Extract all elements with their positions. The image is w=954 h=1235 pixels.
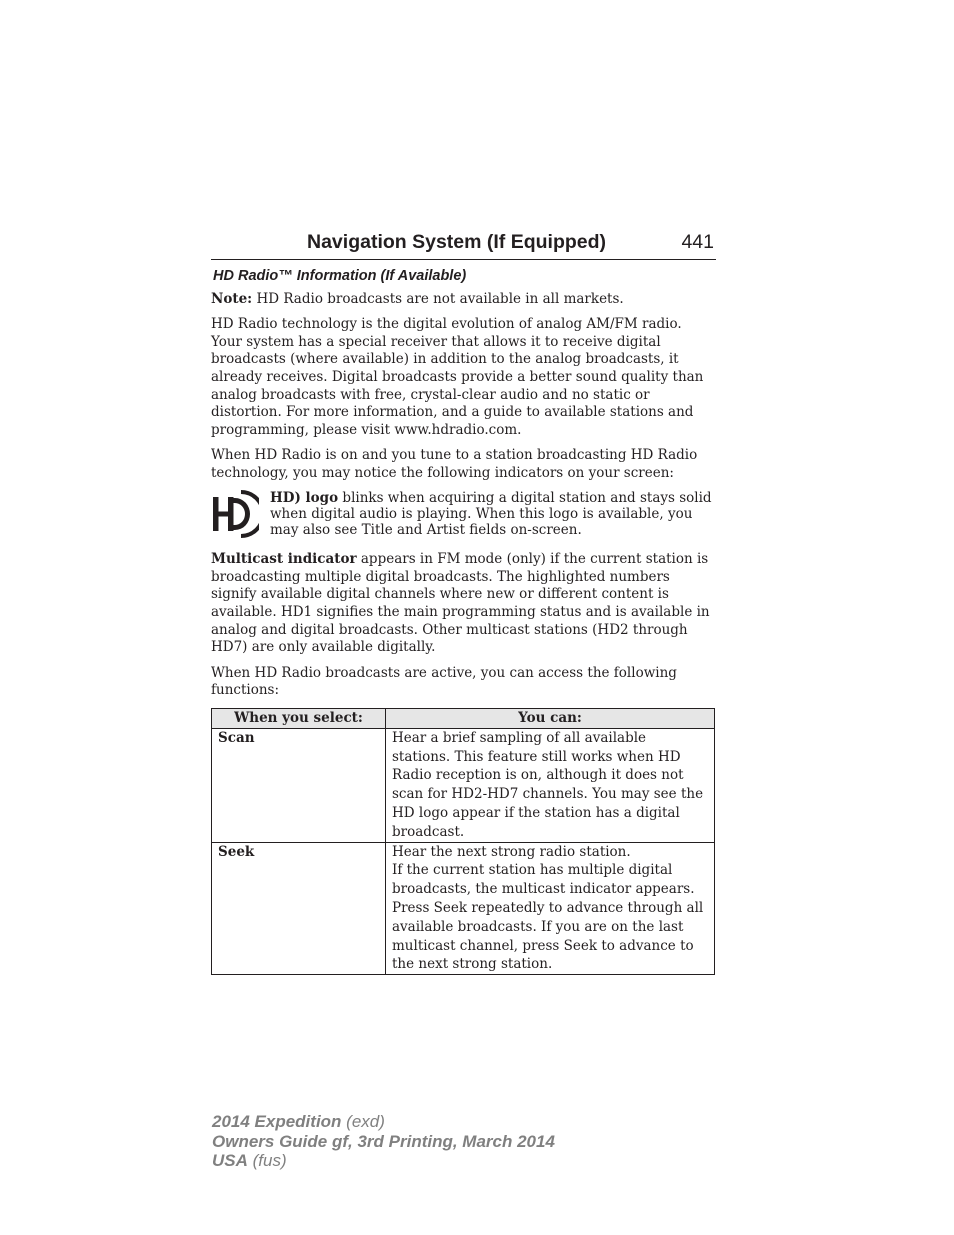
footer-market: USA — [212, 1151, 248, 1170]
intro-paragraph: HD Radio technology is the digital evolution of analog AM/FM radio. Your system has a special receiver that allows it to receive digital broadcasts (where available) in addition to the analog broadcasts, it already receives. Digital broadcasts provide a better sound quality than analog broadcasts with free, crystal-clear audio and no static or distortion. For more information, and a guide to available stations and programming, please visit www.hdradio.com. — [211, 316, 704, 438]
table-cell-action — [386, 842, 715, 975]
page-header — [211, 229, 716, 260]
hd-logo-label: HD) logo — [270, 489, 339, 506]
table-cell-select: Scan — [212, 728, 386, 842]
table-cell-action — [386, 728, 715, 842]
hd-logo-description — [270, 490, 716, 544]
table-header-row — [212, 708, 715, 728]
hd-logo-text: blinks when acquiring a digital station and stays solid when digital audio is playing. When this logo is available, you may also see Title and Artist fields on-screen. — [270, 489, 712, 538]
note-paragraph — [211, 291, 716, 309]
indicators-paragraph: When HD Radio is on and you tune to a station broadcasting HD Radio technology, you may notice the following indicators on your screen: — [211, 447, 698, 481]
table-header-action: You can: — [386, 708, 715, 728]
footer-market-code: (fus) — [247, 1151, 287, 1170]
functions-paragraph: When HD Radio broadcasts are active, you can access the following functions: — [211, 664, 677, 699]
table-header-select: When you select: — [212, 708, 386, 728]
section-heading: HD Radio™ Information (If Available) — [213, 268, 467, 284]
table-cell-line: Hear a brief sampling of all available stations. This feature still works when HD Radio reception is on, although it does not scan for HD2-HD7 channels. You may see the HD logo appear if the station has a digital broadcast. — [392, 729, 704, 840]
multicast-text: appears in FM mode (only) if the current station is broadcasting multiple digital broadcasts. The highlighted numbers signify available digital channels where new or different content is available. HD1 signifies the main programming status and is available in analog and digital broadcasts. Other multicast stations (HD2 through HD7) are only available digitally. — [211, 551, 710, 656]
footer-model-code: (exd) — [341, 1112, 385, 1131]
page-content — [211, 268, 716, 975]
note-label: Note: — [211, 290, 253, 307]
table-cell-select: Seek — [212, 842, 386, 975]
page-title: Navigation System (If Equipped) — [307, 231, 607, 253]
footer-model: 2014 Expedition — [212, 1112, 342, 1131]
note-text: HD Radio broadcasts are not available in all markets. — [252, 290, 624, 307]
footer-line-2: Owners Guide gf, 3rd Printing, March 2014 — [212, 1131, 555, 1151]
table-cell-line: If the current station has multiple digital broadcasts, the multicast indicator appears. Press Seek repeatedly to advance through all available broadcasts. If you are on the last multicast channel, press Seek to advance to the next strong station. — [392, 862, 704, 973]
multicast-label: Multicast indicator — [211, 551, 357, 568]
table-row — [212, 728, 715, 842]
hd-logo-icon — [211, 490, 270, 544]
table-cell-line: Hear the next strong radio station. — [392, 843, 631, 860]
hd-logo-row — [211, 490, 716, 544]
footer-line-3 — [212, 1151, 555, 1171]
table-row — [212, 842, 715, 975]
page-footer — [212, 1112, 555, 1171]
multicast-paragraph — [211, 551, 716, 657]
functions-table — [211, 708, 715, 975]
footer-line-1 — [212, 1112, 555, 1132]
page-number: 441 — [681, 231, 714, 253]
